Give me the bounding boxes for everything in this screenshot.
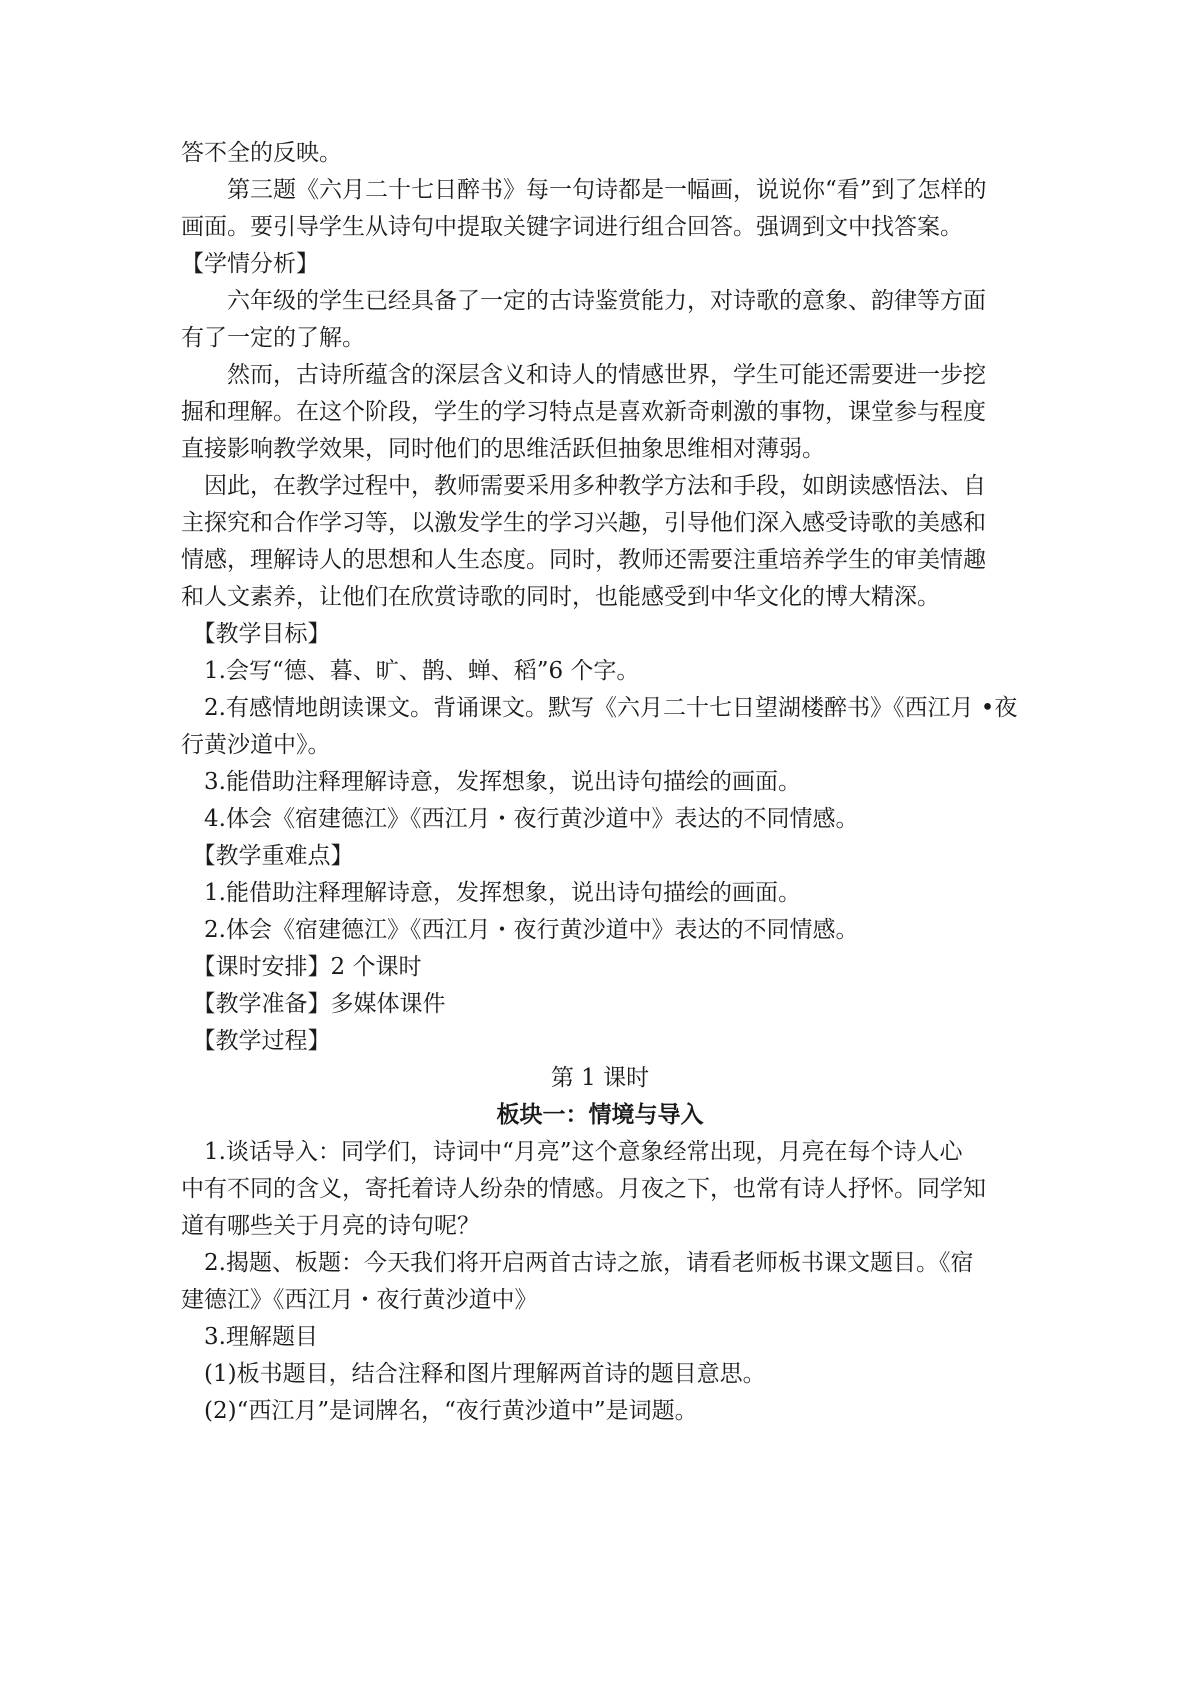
key-point-item: 2.体会《宿建德江》《西江月・夜行黄沙道中》表达的不同情感。 [181,917,859,943]
section-heading-schedule: 【课时安排】2 个课时 [181,954,422,980]
text-line: 建德江》《西江月・夜行黄沙道中》 [181,1287,538,1313]
section-heading-process: 【教学过程】 [181,1028,331,1054]
text-line: 然而，古诗所蕴含的深层含义和诗人的情感世界，学生可能还需要进一步挖 [181,362,986,388]
key-point-item: 1.能借助注释理解诗意，发挥想象，说出诗句描绘的画面。 [181,880,801,906]
text-line: 情感，理解诗人的思想和人生态度。同时，教师还需要注重培养学生的审美情趣 [181,547,986,573]
goal-item: 4.体会《宿建德江》《西江月・夜行黄沙道中》表达的不同情感。 [181,806,859,832]
section-heading-teaching-goals: 【教学目标】 [181,621,331,647]
text-line: 和人文素养，让他们在欣赏诗歌的同时，也能感受到中华文化的博大精深。 [181,584,940,610]
text-line: 因此，在教学过程中，教师需要采用多种教学方法和手段，如朗读感悟法、自 [181,473,986,499]
section-heading-key-points: 【教学重难点】 [181,843,354,869]
text-line: (2)“西江月”是词牌名，“夜行黄沙道中”是词题。 [181,1398,698,1424]
text-line: 行黄沙道中》。 [181,732,331,758]
text-line: 掘和理解。在这个阶段，学生的学习特点是喜欢新奇刺激的事物，课堂参与程度 [181,399,986,425]
text-line: 六年级的学生已经具备了一定的古诗鉴赏能力，对诗歌的意象、韵律等方面 [181,288,986,314]
goal-item: 3.能借助注释理解诗意，发挥想象，说出诗句描绘的画面。 [181,769,801,795]
goal-item: 2.有感情地朗读课文。背诵课文。默写《六月二十七日望湖楼醉书》《西江月 •夜 [181,695,1018,721]
lesson-title: 第 1 课时 [550,1065,650,1091]
text-line: 第三题《六月二十七日醉书》每一句诗都是一幅画，说说你“看”到了怎样的 [181,177,987,203]
text-line: 画面。要引导学生从诗句中提取关键字词进行组合回答。强调到文中找答案。 [181,214,963,240]
text-line: 2.揭题、板题：今天我们将开启两首古诗之旅，请看老师板书课文题目。《宿 [181,1250,974,1276]
text-line: 3.理解题目 [181,1324,318,1350]
text-line: (1)板书题目，结合注释和图片理解两首诗的题目意思。 [181,1361,766,1387]
text-line: 中有不同的含义，寄托着诗人纷杂的情感。月夜之下，也常有诗人抒怀。同学知 [181,1176,986,1202]
block-title: 板块一：情境与导入 [496,1102,704,1128]
text-line: 有了一定的了解。 [181,325,365,351]
section-heading-preparation: 【教学准备】多媒体课件 [181,991,446,1017]
text-line: 直接影响教学效果，同时他们的思维活跃但抽象思维相对薄弱。 [181,436,825,462]
text-line: 1.谈话导入：同学们，诗词中“月亮”这个意象经常出现，月亮在每个诗人心 [181,1139,963,1165]
section-heading-learning-analysis: 【学情分析】 [181,251,319,277]
text-line: 道有哪些关于月亮的诗句呢？ [181,1213,480,1239]
text-line: 主探究和合作学习等，以激发学生的学习兴趣，引导他们深入感受诗歌的美感和 [181,510,986,536]
goal-item: 1.会写“德、暮、旷、鹊、蝉、稻”6 个字。 [181,658,640,684]
text-line: 答不全的反映。 [181,140,342,166]
